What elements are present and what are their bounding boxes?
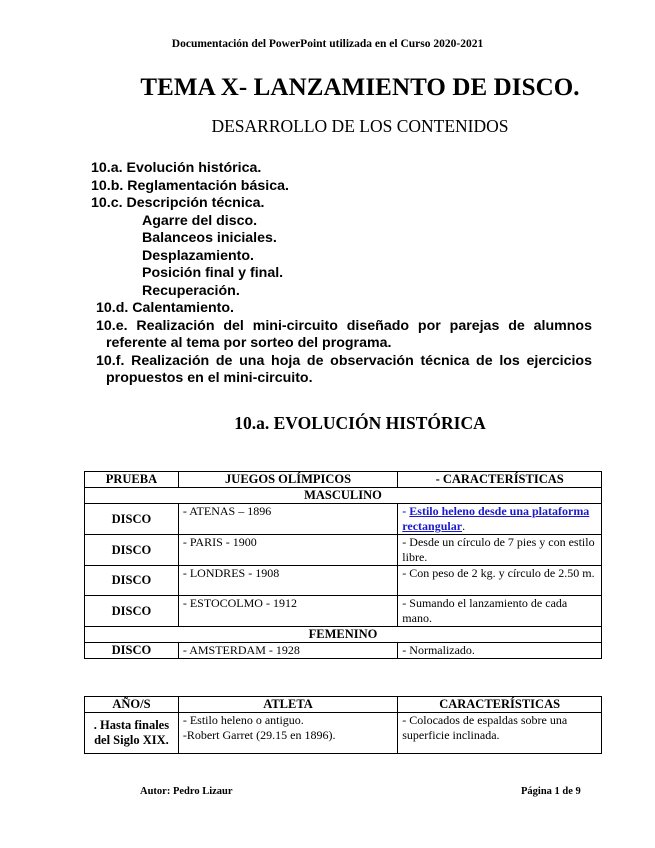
toc-item-e-line1: 10.e. Realización del mini-circuito diseñado por parejas de alumnos [96,317,592,334]
column-header-atleta: ATLETA [178,697,397,713]
cell-prueba: DISCO [85,596,179,627]
toc-item-d: 10.d. Calentamiento. [96,300,234,316]
column-header-juegos: JUEGOS OLÍMPICOS [178,472,397,488]
cell-prueba: DISCO [85,504,179,535]
table-row [85,535,602,566]
cell-caracteristicas: - Desde un círculo de 7 pies y con estilo libre. [398,535,602,566]
column-header-caracteristicas: CARACTERÍSTICAS [398,697,602,713]
toc-item-f-line1: 10.f. Realización de una hoja de observación técnica de los ejercicios [96,352,592,369]
column-header-prueba: PRUEBA [85,472,179,488]
link-suffix: . [462,519,466,533]
footer-author: Autor: Pedro Lizaur [140,786,233,797]
cell-caracteristicas [398,504,602,535]
cell-juegos: - LONDRES - 1908 [178,566,397,596]
page-header: Documentación del PowerPoint utilizada en el Curso 2020-2021 [171,38,484,50]
cell-prueba: DISCO [85,535,179,566]
table-row [85,566,602,596]
cell-atleta-line1: - Estilo heleno o antiguo. [182,713,304,727]
estilo-heleno-link[interactable]: Estilo heleno desde una plataforma rectangular [402,504,590,533]
cell-juegos: - ESTOCOLMO - 1912 [178,596,397,627]
athlete-history-table [84,696,602,754]
cell-juegos: - PARIS - 1900 [178,535,397,566]
table-of-contents [0,160,655,388]
toc-item-b: 10.b. Reglamentación básica. [91,177,289,194]
group-label: FEMENINO [85,627,602,643]
cell-prueba: DISCO [85,566,179,596]
group-row-masculino [85,488,602,504]
toc-item-f-line2: propuestos en el mini-circuito. [106,370,313,386]
toc-item-e-line2: referente al tema por sorteo del programa. [106,335,392,351]
group-label: MASCULINO [85,488,602,504]
toc-subitem: Agarre del disco. [142,212,258,229]
table-row [85,596,602,627]
cell-caracteristicas: - Colocados de espaldas sobre una superficie inclinada. [398,713,602,754]
cell-anos [85,713,179,754]
cell-anos-line1: . Hasta finales [93,718,170,732]
table-row [85,713,602,754]
document-title: TEMA X- LANZAMIENTO DE DISCO. [140,74,580,101]
cell-anos-line2: del Siglo XIX. [94,733,169,747]
cell-caracteristicas: - Sumando el lanzamiento de cada mano. [398,596,602,627]
toc-item-a: 10.a. Evolución histórica. [91,160,262,176]
document-subtitle: DESARROLLO DE LOS CONTENIDOS [211,116,509,136]
column-header-caracteristicas: - CARACTERÍSTICAS [398,472,602,488]
section-title: 10.a. EVOLUCIÓN HISTÓRICA [234,413,486,433]
cell-atleta [178,713,397,754]
cell-atleta-line2: -Robert Garret (29.15 en 1896). [182,728,336,742]
link-prefix: - [402,504,410,518]
table-row [85,504,602,535]
toc-subitem: Balanceos iniciales. [142,230,277,246]
table-header-row [85,697,602,713]
cell-juegos: - AMSTERDAM - 1928 [178,643,397,659]
toc-subitem: Desplazamiento. [142,247,254,264]
cell-juegos: - ATENAS – 1896 [178,504,397,535]
cell-prueba: DISCO [85,643,179,659]
toc-subitem: Posición final y final. [142,265,284,281]
toc-subitem: Recuperación. [142,282,240,299]
cell-caracteristicas: - Normalizado. [398,643,602,659]
olympic-history-table [84,471,602,659]
toc-item-c: 10.c. Descripción técnica. [91,195,265,211]
group-row-femenino [85,627,602,643]
table-header-row [85,472,602,488]
column-header-anos: AÑO/S [85,697,179,713]
cell-caracteristicas: - Con peso de 2 kg. y círculo de 2.50 m. [398,566,602,596]
footer-page-number: Página 1 de 9 [521,786,581,797]
table-row [85,643,602,659]
